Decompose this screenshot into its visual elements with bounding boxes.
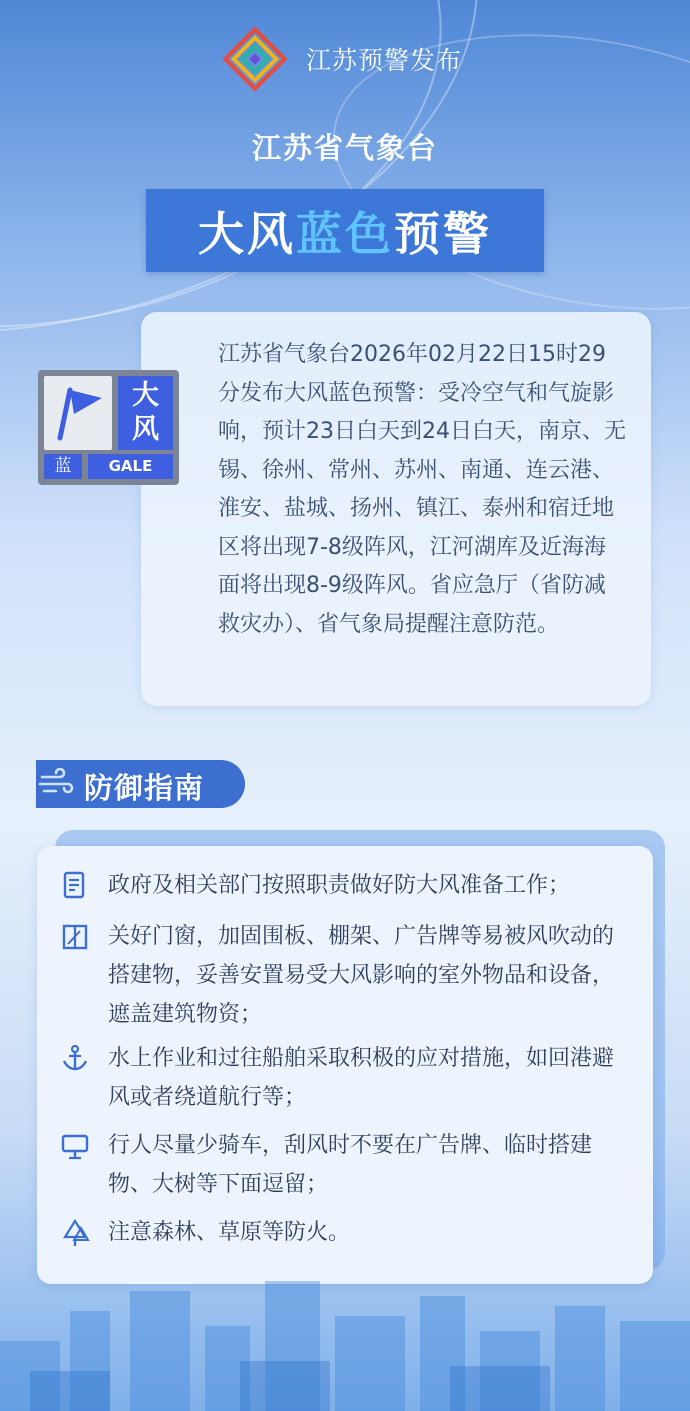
jiangsu-warning-logo — [222, 26, 288, 92]
window-icon — [60, 922, 90, 952]
city-skyline-illustration — [0, 1281, 690, 1411]
title-part-3: 预警 — [394, 206, 492, 261]
badge-char-bottom: 风 — [132, 414, 159, 445]
badge-char-top: 大 — [132, 380, 159, 411]
wind-icon — [38, 768, 74, 800]
brand-header — [222, 26, 462, 92]
warning-badge — [38, 370, 179, 485]
title-part-1: 大风 — [198, 206, 296, 261]
guide-title: 防御指南 — [84, 771, 205, 805]
badge-code: GALE — [88, 454, 173, 479]
issuer-title: 江苏省气象台 — [251, 131, 438, 165]
anchor-icon — [60, 1043, 90, 1073]
billboard-icon — [60, 1131, 90, 1161]
warning-title — [146, 189, 544, 272]
badge-flag-panel — [44, 376, 112, 450]
badge-level: 蓝 — [44, 454, 82, 479]
warning-message: 江苏省气象台2026年02月22日15时29分发布大风蓝色预警：受冷空气和气旋影响，预计23日白天到24日白天，南京、无锡、徐州、常州、苏州、南通、连云港、淮安、盐城、扬州、镇江、泰州和宿迁地区将出现7-8级阵风，江河湖库及近海海面将出现8-9级阵风。省应急厅（省防减救灾办）、省气象局提醒注意防范。 — [218, 342, 626, 637]
wind-flag-icon — [44, 376, 112, 450]
guide-item: 行人尽量少骑车，刮风时不要在广告牌、临时搭建物、大树等下面逗留； — [108, 1133, 593, 1197]
document-icon — [60, 870, 90, 900]
badge-characters — [118, 376, 173, 450]
guide-section-header — [36, 760, 245, 808]
guide-item: 关好门窗，加固围板、棚架、广告牌等易被风吹动的搭建物，妥善安置易受大风影响的室外物品和设备，遮盖建筑物资； — [108, 924, 615, 1027]
guide-item: 政府及相关部门按照职责做好防大风准备工作； — [108, 873, 571, 898]
guide-item: 注意森林、草原等防火。 — [108, 1220, 351, 1245]
brand-name: 江苏预警发布 — [306, 46, 463, 75]
guide-item: 水上作业和过往船舶采取积极的应对措施，如回港避风或者绕道航行等； — [108, 1046, 615, 1110]
title-part-2: 蓝色 — [296, 206, 394, 261]
tree-icon — [60, 1218, 90, 1248]
